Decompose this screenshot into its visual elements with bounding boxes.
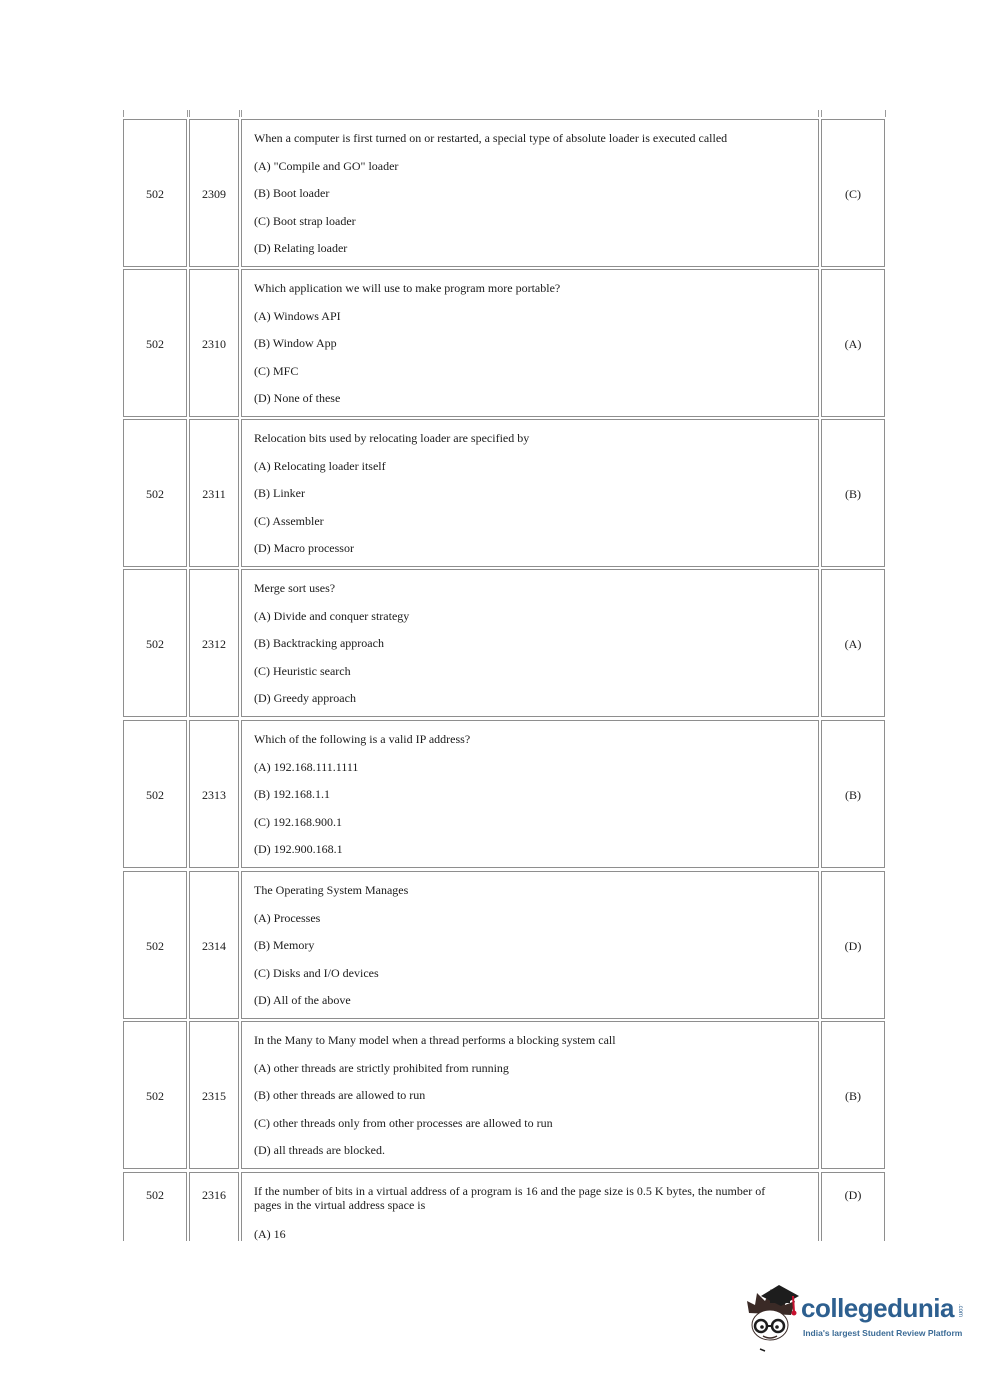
- option-d: (D) All of the above: [254, 993, 351, 1007]
- option-a: (A) other threads are strictly prohibited from running: [254, 1061, 509, 1075]
- subject-code-cell: [123, 419, 187, 567]
- answer-key: (B): [845, 788, 861, 802]
- answer-key: (B): [845, 1089, 861, 1103]
- option-a: (A) Relocating loader itself: [254, 459, 386, 473]
- question-number-cell: [189, 720, 239, 868]
- question-number: 2314: [202, 939, 226, 953]
- answer-cell: [821, 569, 885, 717]
- answer-cell: [821, 119, 885, 267]
- question-number-cell: [189, 269, 239, 417]
- table-row: [123, 119, 886, 269]
- subject-code-cell: [123, 871, 187, 1019]
- question-cell: [241, 720, 819, 868]
- option-c: (C) MFC: [254, 364, 299, 378]
- option-c: (C) Boot strap loader: [254, 214, 356, 228]
- table-top-stub: [123, 110, 886, 117]
- mascot-icon: [743, 1283, 801, 1353]
- question-number: 2315: [202, 1089, 226, 1103]
- question-cell: [241, 1021, 819, 1169]
- answer-key: (A): [844, 337, 862, 351]
- answer-cell: [821, 1021, 885, 1169]
- question-cell: [241, 269, 819, 417]
- option-c: (C) Disks and I/O devices: [254, 966, 379, 980]
- question-cell: [241, 569, 819, 717]
- subject-code: 502: [146, 1188, 164, 1202]
- option-c: (C) 192.168.900.1: [254, 815, 342, 829]
- option-a: (A) "Compile and GO" loader: [254, 159, 399, 173]
- subject-code: 502: [146, 337, 164, 351]
- subject-code: 502: [146, 637, 164, 651]
- answer-key: (C): [845, 187, 861, 201]
- question-number-cell: [189, 119, 239, 267]
- option-a: (A) Divide and conquer strategy: [254, 609, 410, 623]
- table-row: [123, 1021, 886, 1171]
- answer-key: (B): [845, 487, 861, 501]
- option-a: (A) 16: [254, 1227, 286, 1241]
- option-b: (B) 192.168.1.1: [254, 787, 330, 801]
- question-text: In the Many to Many model when a thread performs a blocking system call: [254, 1033, 616, 1047]
- subject-code: 502: [146, 939, 164, 953]
- subject-code: 502: [146, 487, 164, 501]
- question-text: If the number of bits in a virtual address of a program is 16 and the page size is 0.5 K bytes, the number of pages in the virtual address space is: [254, 1184, 766, 1212]
- option-d: (D) Macro processor: [254, 541, 354, 555]
- question-number: 2311: [202, 487, 226, 501]
- answer-cell: [821, 419, 885, 567]
- option-c: (C) Heuristic search: [254, 664, 351, 678]
- answer-key: (D): [844, 1188, 862, 1202]
- question-cell: [241, 871, 819, 1019]
- subject-code-cell: [123, 269, 187, 417]
- subject-code-cell: [123, 119, 187, 267]
- answer-key: (D): [844, 939, 862, 953]
- question-text: Relocation bits used by relocating loader are specified by: [254, 431, 530, 445]
- option-d: (D) None of these: [254, 391, 341, 405]
- table-row: [123, 720, 886, 870]
- answer-cell: [821, 269, 885, 417]
- table-row: [123, 1172, 886, 1241]
- table-row: [123, 569, 886, 719]
- option-d: (D) all threads are blocked.: [254, 1143, 385, 1157]
- question-number-cell: [189, 1021, 239, 1169]
- question-text: Merge sort uses?: [254, 581, 336, 595]
- option-a: (A) Windows API: [254, 309, 341, 323]
- option-a: (A) Processes: [254, 911, 321, 925]
- question-cell: [241, 1172, 819, 1241]
- answer-key: (A): [844, 637, 862, 651]
- option-d: (D) Greedy approach: [254, 691, 356, 705]
- brand-tld: .com: [957, 1304, 963, 1318]
- answer-cell: [821, 871, 885, 1019]
- answer-cell: [821, 1172, 885, 1241]
- subject-code-cell: [123, 720, 187, 868]
- question-number-cell: [189, 569, 239, 717]
- question-text: The Operating System Manages: [254, 883, 409, 897]
- subject-code-cell: [123, 1021, 187, 1169]
- option-b: (B) Window App: [254, 336, 337, 350]
- question-number: 2316: [202, 1188, 226, 1202]
- question-text: When a computer is first turned on or restarted, a special type of absolute loader is executed called: [254, 131, 728, 145]
- table-row: [123, 871, 886, 1021]
- question-text: Which application we will use to make program more portable?: [254, 281, 561, 295]
- option-a: (A) 192.168.111.1111: [254, 760, 359, 774]
- question-number: 2313: [202, 788, 226, 802]
- table-row: [123, 419, 886, 569]
- question-cell: [241, 419, 819, 567]
- question-number: 2310: [202, 337, 226, 351]
- option-b: (B) other threads are allowed to run: [254, 1088, 426, 1102]
- question-number: 2312: [202, 637, 226, 651]
- option-c: (C) Assembler: [254, 514, 324, 528]
- option-b: (B) Backtracking approach: [254, 636, 384, 650]
- question-number-cell: [189, 419, 239, 567]
- table-row: [123, 269, 886, 419]
- option-b: (B) Boot loader: [254, 186, 330, 200]
- question-table: [123, 110, 886, 1241]
- answer-cell: [821, 720, 885, 868]
- question-number-cell: [189, 871, 239, 1019]
- question-text: Which of the following is a valid IP address?: [254, 732, 471, 746]
- option-d: (D) 192.900.168.1: [254, 842, 343, 856]
- question-number-cell: [189, 1172, 239, 1241]
- option-b: (B) Memory: [254, 938, 315, 952]
- subject-code-cell: [123, 569, 187, 717]
- question-cell: [241, 119, 819, 267]
- option-d: (D) Relating loader: [254, 241, 348, 255]
- brand-name: collegedunia: [801, 1293, 954, 1323]
- collegedunia-logo[interactable]: [743, 1283, 973, 1353]
- subject-code: 502: [146, 788, 164, 802]
- brand-tagline: India's largest Student Review Platform: [803, 1328, 963, 1338]
- option-b: (B) Linker: [254, 486, 305, 500]
- subject-code: 502: [146, 1089, 164, 1103]
- option-c: (C) other threads only from other processes are allowed to run: [254, 1116, 553, 1130]
- subject-code: 502: [146, 187, 164, 201]
- subject-code-cell: [123, 1172, 187, 1241]
- question-number: 2309: [202, 187, 226, 201]
